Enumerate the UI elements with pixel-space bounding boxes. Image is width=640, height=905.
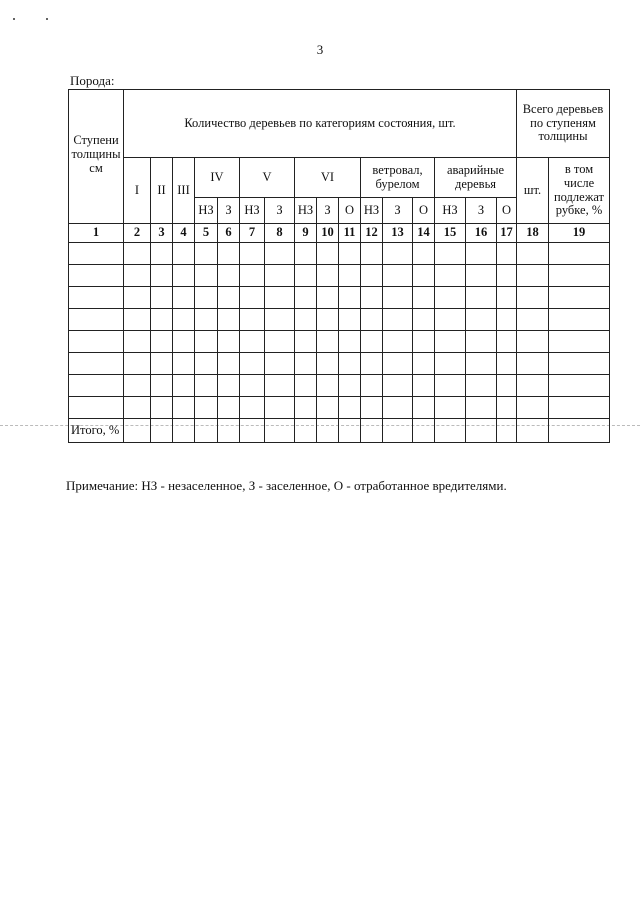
- header-pcs: шт.: [517, 158, 549, 224]
- column-number: 14: [413, 224, 435, 243]
- table-cell[interactable]: [339, 353, 361, 375]
- table-cell[interactable]: [265, 353, 295, 375]
- table-cell[interactable]: [466, 265, 497, 287]
- table-cell[interactable]: [124, 419, 151, 443]
- table-cell[interactable]: [240, 419, 265, 443]
- header-total-trees: Всего деревьев по ступеням толщины: [517, 90, 610, 158]
- table-cell[interactable]: [151, 243, 173, 265]
- table-row: [69, 397, 610, 419]
- table-cell[interactable]: [240, 265, 265, 287]
- table-cell[interactable]: [497, 309, 517, 331]
- table-cell[interactable]: [173, 419, 195, 443]
- table-cell[interactable]: [361, 375, 383, 397]
- column-number: 8: [265, 224, 295, 243]
- sub-emergency-nz: НЗ: [435, 198, 466, 224]
- table-cell[interactable]: [218, 243, 240, 265]
- empty-data-rows: [69, 243, 610, 419]
- table-cell[interactable]: [497, 397, 517, 419]
- table-cell[interactable]: [240, 331, 265, 353]
- table-cell[interactable]: [195, 419, 218, 443]
- table-cell[interactable]: [317, 265, 339, 287]
- header-stage-thickness: Ступени толщины см: [69, 90, 124, 224]
- table-cell[interactable]: [383, 309, 413, 331]
- table-cell[interactable]: [466, 287, 497, 309]
- table-cell[interactable]: [265, 265, 295, 287]
- table-cell[interactable]: [466, 419, 497, 443]
- table-cell[interactable]: [69, 287, 124, 309]
- table-cell[interactable]: [151, 331, 173, 353]
- table-cell[interactable]: [317, 375, 339, 397]
- table-cell[interactable]: [124, 375, 151, 397]
- scan-speck: [46, 18, 48, 20]
- table-cell[interactable]: [218, 353, 240, 375]
- column-number: 15: [435, 224, 466, 243]
- table-cell[interactable]: [295, 331, 317, 353]
- table-cell[interactable]: [317, 419, 339, 443]
- table-cell[interactable]: [69, 375, 124, 397]
- header-condition-group: Количество деревьев по категориям состояния, шт.: [124, 90, 517, 158]
- table-cell[interactable]: [124, 265, 151, 287]
- table-cell[interactable]: [195, 375, 218, 397]
- table-cell[interactable]: [339, 331, 361, 353]
- table-cell[interactable]: [549, 331, 610, 353]
- table-cell[interactable]: [413, 353, 435, 375]
- table-cell[interactable]: [413, 287, 435, 309]
- table-cell[interactable]: [295, 287, 317, 309]
- table-cell[interactable]: [317, 243, 339, 265]
- table-cell[interactable]: [435, 419, 466, 443]
- table-cell[interactable]: [69, 397, 124, 419]
- table-cell[interactable]: [124, 309, 151, 331]
- header-cat-windfall: ветровал, бурелом: [361, 158, 435, 198]
- table-cell[interactable]: [339, 287, 361, 309]
- column-number: 11: [339, 224, 361, 243]
- column-number: 6: [218, 224, 240, 243]
- table-cell[interactable]: [151, 309, 173, 331]
- table-cell[interactable]: [218, 309, 240, 331]
- table-cell[interactable]: [195, 331, 218, 353]
- table-cell[interactable]: [295, 309, 317, 331]
- table-cell[interactable]: [517, 331, 549, 353]
- table-row: [69, 375, 610, 397]
- table-cell[interactable]: [69, 309, 124, 331]
- table-cell[interactable]: [361, 265, 383, 287]
- table-row: [69, 353, 610, 375]
- table-cell[interactable]: [317, 309, 339, 331]
- table-cell[interactable]: [466, 309, 497, 331]
- table-cell[interactable]: [549, 309, 610, 331]
- table-cell[interactable]: [361, 243, 383, 265]
- table-cell[interactable]: [517, 287, 549, 309]
- table-cell[interactable]: [173, 375, 195, 397]
- sub-vi-z: З: [317, 198, 339, 224]
- column-number: 4: [173, 224, 195, 243]
- table-cell[interactable]: [317, 287, 339, 309]
- table-cell[interactable]: [517, 397, 549, 419]
- table-cell[interactable]: [361, 287, 383, 309]
- table-cell[interactable]: [413, 419, 435, 443]
- sub-iv-nz: НЗ: [195, 198, 218, 224]
- table-cell[interactable]: [317, 353, 339, 375]
- table-cell[interactable]: [435, 331, 466, 353]
- table-cell[interactable]: [265, 375, 295, 397]
- table-cell[interactable]: [361, 331, 383, 353]
- table-cell[interactable]: [413, 309, 435, 331]
- table-cell[interactable]: [413, 243, 435, 265]
- table-cell[interactable]: [295, 243, 317, 265]
- table-cell[interactable]: [240, 287, 265, 309]
- table-cell[interactable]: [173, 309, 195, 331]
- table-cell[interactable]: [195, 309, 218, 331]
- column-number-row: [69, 224, 610, 243]
- table-cell[interactable]: [295, 419, 317, 443]
- table-cell[interactable]: [517, 375, 549, 397]
- header-to-fell: в том числе подлежат рубке, %: [549, 158, 610, 224]
- sub-emergency-o: О: [497, 198, 517, 224]
- table-cell[interactable]: [517, 243, 549, 265]
- sub-vi-nz: НЗ: [295, 198, 317, 224]
- table-cell[interactable]: [218, 265, 240, 287]
- header-cat-ii: II: [151, 158, 173, 224]
- column-number: 7: [240, 224, 265, 243]
- table-cell[interactable]: [497, 265, 517, 287]
- table-cell[interactable]: [151, 375, 173, 397]
- table-cell[interactable]: [218, 419, 240, 443]
- sub-v-nz: НЗ: [240, 198, 265, 224]
- table-cell[interactable]: [549, 419, 610, 443]
- table-cell[interactable]: [240, 375, 265, 397]
- header-cat-iv: IV: [195, 158, 240, 198]
- header-cat-i: I: [124, 158, 151, 224]
- table-cell[interactable]: [383, 287, 413, 309]
- table-row: [69, 287, 610, 309]
- sub-vi-o: О: [339, 198, 361, 224]
- table-cell[interactable]: [173, 243, 195, 265]
- column-number: 3: [151, 224, 173, 243]
- table-cell[interactable]: [151, 397, 173, 419]
- sub-v-z: З: [265, 198, 295, 224]
- table-cell[interactable]: [173, 287, 195, 309]
- table-cell[interactable]: [195, 265, 218, 287]
- sub-emergency-z: З: [466, 198, 497, 224]
- table-cell[interactable]: [361, 353, 383, 375]
- page-number: 3: [316, 42, 324, 57]
- table-cell[interactable]: [295, 397, 317, 419]
- total-row-label: Итого, %: [69, 419, 124, 443]
- table-cell[interactable]: [497, 353, 517, 375]
- table-cell[interactable]: [466, 397, 497, 419]
- sub-windfall-z: З: [383, 198, 413, 224]
- sub-windfall-o: О: [413, 198, 435, 224]
- header-cat-iii: III: [173, 158, 195, 224]
- column-number: 18: [517, 224, 549, 243]
- column-number: 2: [124, 224, 151, 243]
- table-row: [69, 265, 610, 287]
- table-cell[interactable]: [339, 265, 361, 287]
- table-cell[interactable]: [435, 353, 466, 375]
- column-number: 10: [317, 224, 339, 243]
- table-row: [69, 243, 610, 265]
- table-cell[interactable]: [517, 353, 549, 375]
- table-cell[interactable]: [383, 419, 413, 443]
- table-cell[interactable]: [361, 397, 383, 419]
- table-cell[interactable]: [218, 375, 240, 397]
- table-cell[interactable]: [240, 309, 265, 331]
- header-cat-v: V: [240, 158, 295, 198]
- table-cell[interactable]: [173, 265, 195, 287]
- table-cell[interactable]: [361, 309, 383, 331]
- table-cell[interactable]: [435, 265, 466, 287]
- table-cell[interactable]: [497, 243, 517, 265]
- column-number: 16: [466, 224, 497, 243]
- tree-condition-table: [68, 89, 610, 443]
- table-cell[interactable]: [517, 309, 549, 331]
- table-cell[interactable]: [151, 419, 173, 443]
- table-cell[interactable]: [265, 287, 295, 309]
- table-cell[interactable]: [265, 419, 295, 443]
- table-cell[interactable]: [240, 397, 265, 419]
- table-cell[interactable]: [383, 331, 413, 353]
- table-cell[interactable]: [69, 243, 124, 265]
- table-cell[interactable]: [466, 375, 497, 397]
- table-cell[interactable]: [151, 353, 173, 375]
- table-cell[interactable]: [69, 331, 124, 353]
- table-cell[interactable]: [435, 287, 466, 309]
- table-cell[interactable]: [435, 375, 466, 397]
- table-cell[interactable]: [497, 375, 517, 397]
- table-cell[interactable]: [265, 243, 295, 265]
- table-cell[interactable]: [317, 331, 339, 353]
- table-row: [69, 309, 610, 331]
- table-cell[interactable]: [195, 243, 218, 265]
- table-cell[interactable]: [383, 353, 413, 375]
- table-cell[interactable]: [497, 419, 517, 443]
- species-label: Порода:: [70, 73, 115, 88]
- table-cell[interactable]: [339, 309, 361, 331]
- table-cell[interactable]: [295, 265, 317, 287]
- table-cell[interactable]: [413, 265, 435, 287]
- table-cell[interactable]: [295, 353, 317, 375]
- table-cell[interactable]: [317, 397, 339, 419]
- table-cell[interactable]: [124, 243, 151, 265]
- table-cell[interactable]: [339, 243, 361, 265]
- table-cell[interactable]: [549, 287, 610, 309]
- table-cell[interactable]: [295, 375, 317, 397]
- table-cell[interactable]: [218, 287, 240, 309]
- column-number: 12: [361, 224, 383, 243]
- table-cell[interactable]: [413, 375, 435, 397]
- table-cell[interactable]: [383, 243, 413, 265]
- table-cell[interactable]: [195, 397, 218, 419]
- header-cat-vi: VI: [295, 158, 361, 198]
- table-cell[interactable]: [549, 243, 610, 265]
- table-cell[interactable]: [466, 243, 497, 265]
- table-cell[interactable]: [240, 353, 265, 375]
- table-cell[interactable]: [195, 287, 218, 309]
- table-cell[interactable]: [69, 265, 124, 287]
- table-cell[interactable]: [383, 397, 413, 419]
- table-cell[interactable]: [339, 375, 361, 397]
- table-cell[interactable]: [549, 265, 610, 287]
- column-number: 13: [383, 224, 413, 243]
- table-cell[interactable]: [383, 375, 413, 397]
- tree-condition-table-wrapper: [68, 89, 610, 443]
- table-cell[interactable]: [435, 309, 466, 331]
- column-number: 1: [69, 224, 124, 243]
- table-cell[interactable]: [69, 353, 124, 375]
- table-cell[interactable]: [240, 243, 265, 265]
- table-cell[interactable]: [517, 265, 549, 287]
- table-cell[interactable]: [218, 397, 240, 419]
- column-number: 9: [295, 224, 317, 243]
- table-cell[interactable]: [151, 287, 173, 309]
- column-number: 5: [195, 224, 218, 243]
- total-row: [69, 419, 610, 443]
- header-cat-emergency: аварийные деревья: [435, 158, 517, 198]
- table-cell[interactable]: [339, 419, 361, 443]
- table-cell[interactable]: [265, 331, 295, 353]
- table-cell[interactable]: [466, 353, 497, 375]
- table-cell[interactable]: [124, 353, 151, 375]
- table-cell[interactable]: [361, 419, 383, 443]
- sub-iv-z: З: [218, 198, 240, 224]
- column-number: 19: [549, 224, 610, 243]
- table-cell[interactable]: [497, 287, 517, 309]
- table-cell[interactable]: [549, 375, 610, 397]
- table-cell[interactable]: [124, 331, 151, 353]
- table-cell[interactable]: [339, 397, 361, 419]
- table-cell[interactable]: [497, 331, 517, 353]
- table-cell[interactable]: [218, 331, 240, 353]
- table-cell[interactable]: [124, 287, 151, 309]
- table-cell[interactable]: [195, 353, 218, 375]
- table-row: [69, 331, 610, 353]
- table-cell[interactable]: [383, 265, 413, 287]
- table-cell[interactable]: [549, 397, 610, 419]
- sub-windfall-nz: НЗ: [361, 198, 383, 224]
- table-cell[interactable]: [466, 331, 497, 353]
- column-number: 17: [497, 224, 517, 243]
- table-cell[interactable]: [413, 397, 435, 419]
- table-cell[interactable]: [265, 309, 295, 331]
- table-cell[interactable]: [151, 265, 173, 287]
- table-cell[interactable]: [549, 353, 610, 375]
- table-cell[interactable]: [413, 331, 435, 353]
- scan-speck: [13, 18, 15, 20]
- table-cell[interactable]: [435, 243, 466, 265]
- table-cell[interactable]: [173, 331, 195, 353]
- table-cell[interactable]: [124, 397, 151, 419]
- table-cell[interactable]: [173, 397, 195, 419]
- table-cell[interactable]: [173, 353, 195, 375]
- table-cell[interactable]: [435, 397, 466, 419]
- footnote: Примечание: НЗ - незаселенное, З - заселенное, О - отработанное вредителями.: [66, 478, 507, 493]
- table-cell[interactable]: [265, 397, 295, 419]
- table-cell[interactable]: [517, 419, 549, 443]
